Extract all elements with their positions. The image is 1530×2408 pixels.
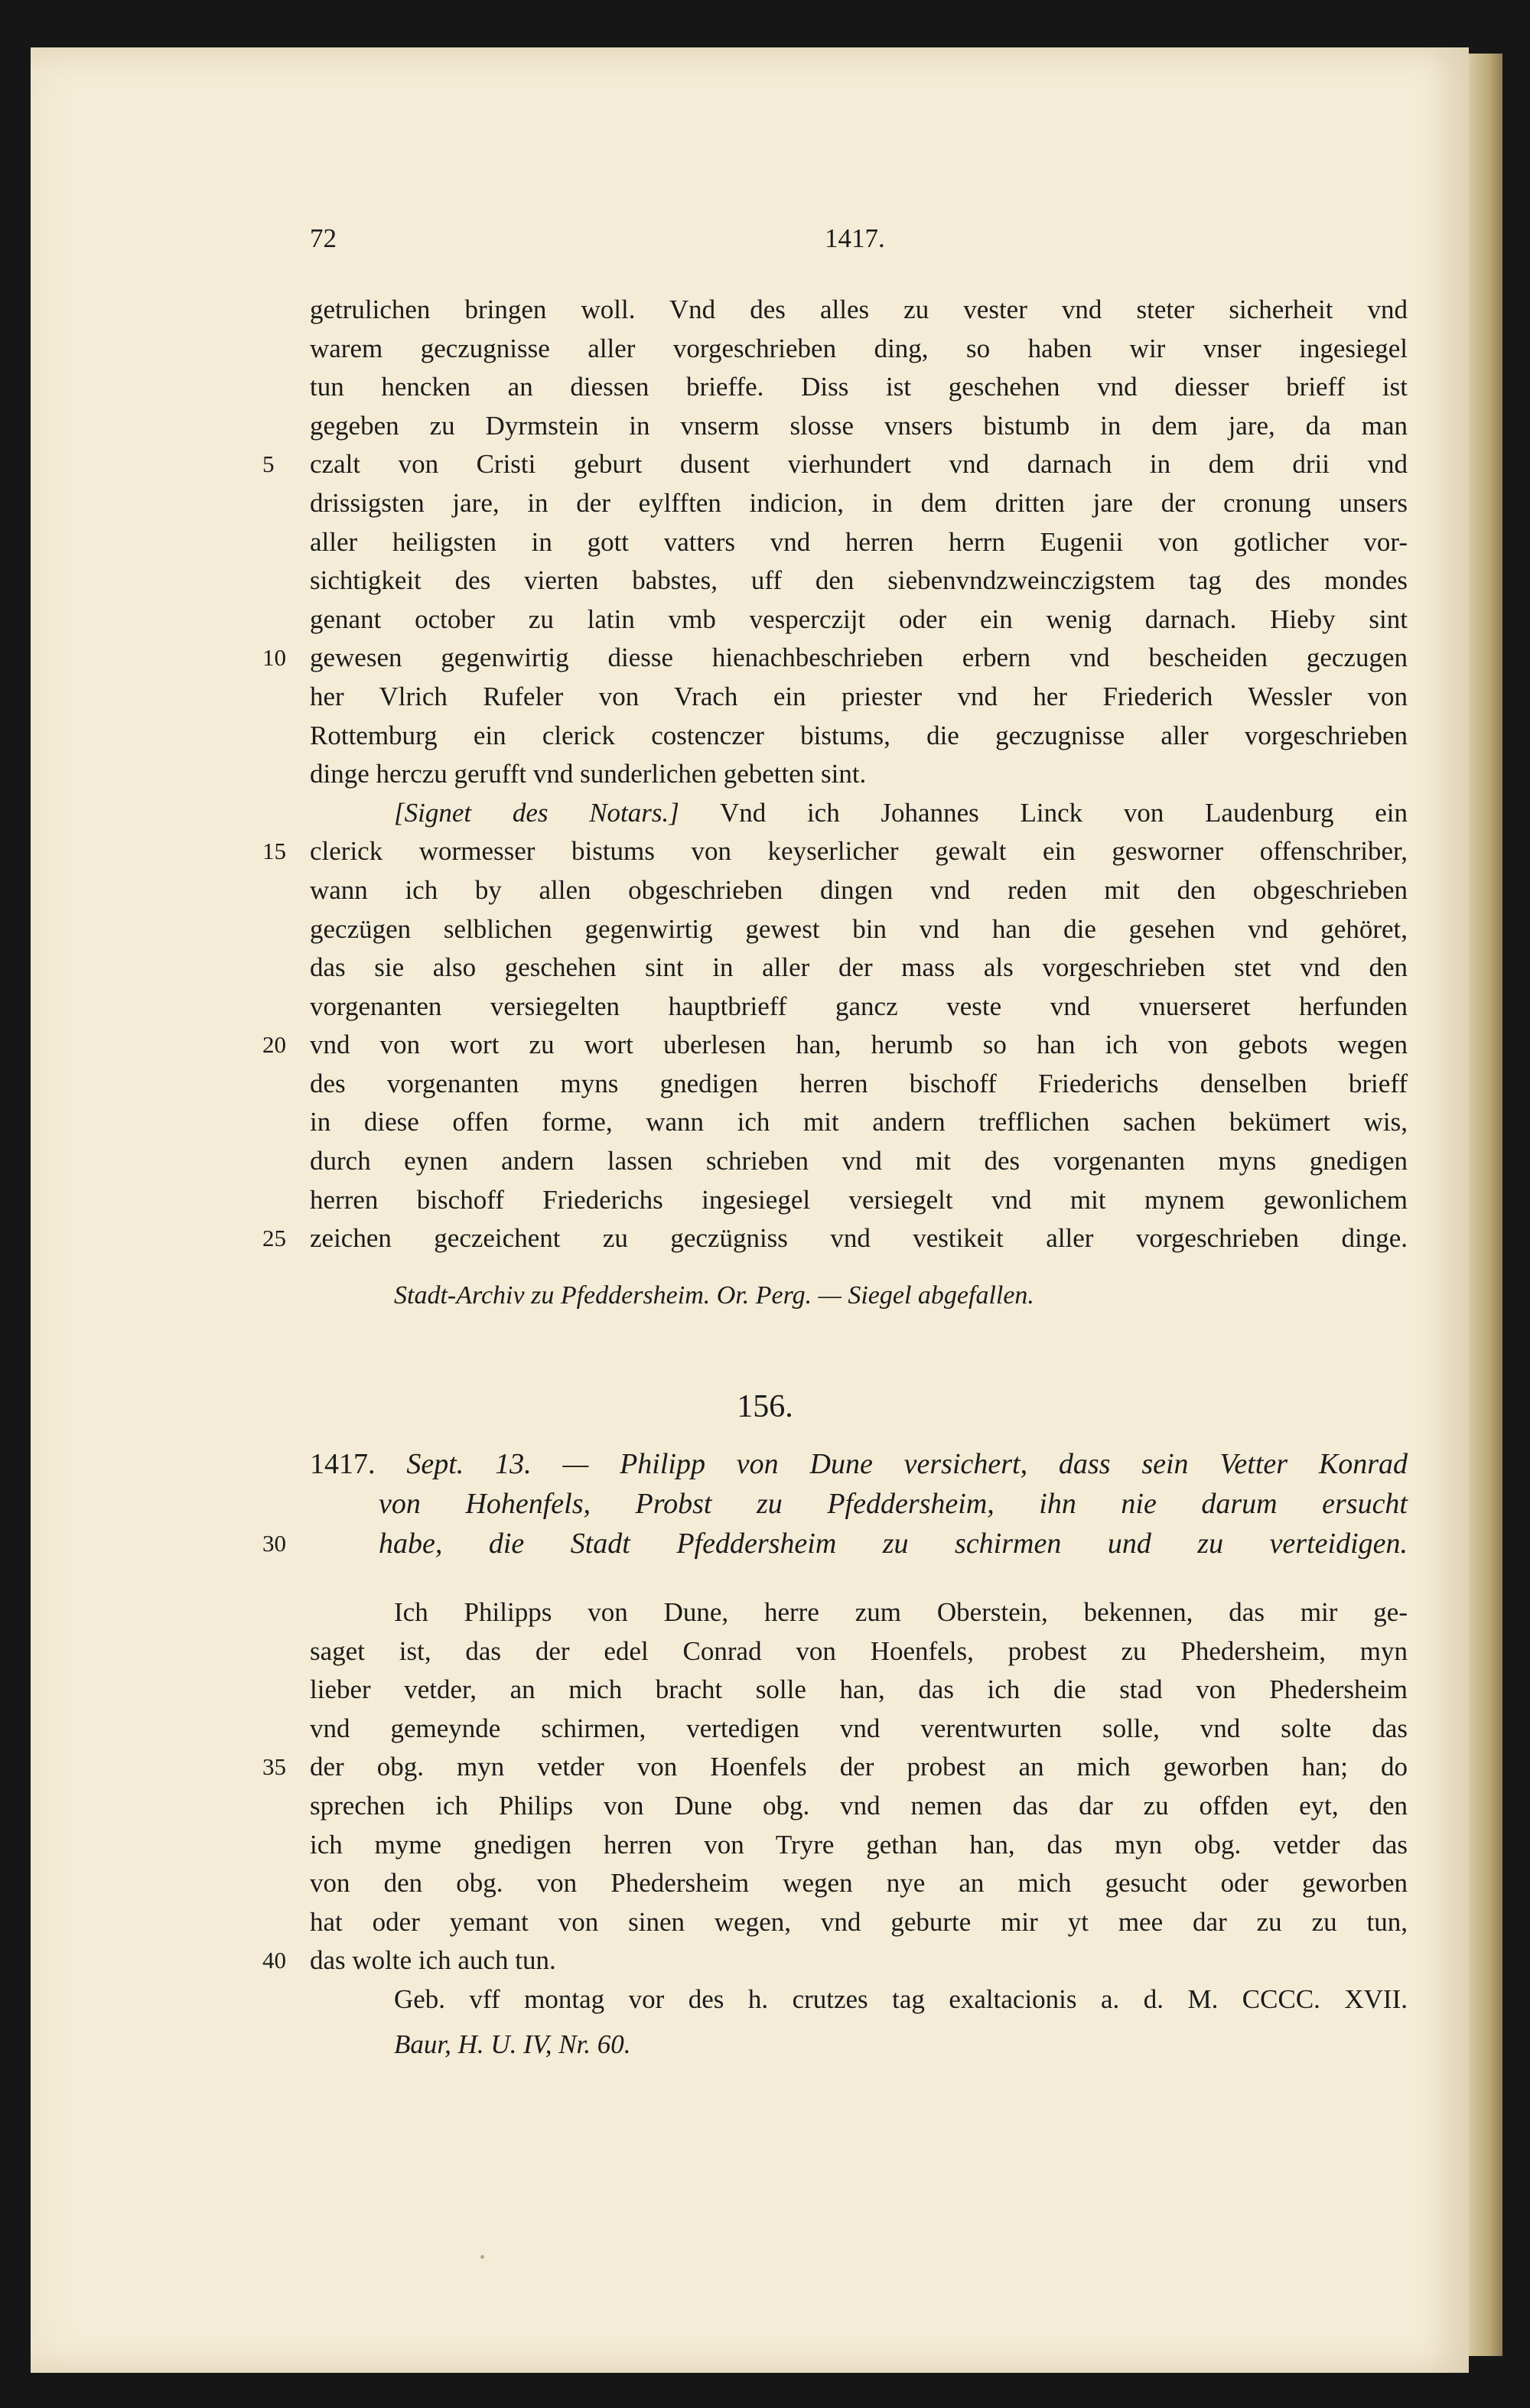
text-line: Ich Philipps von Dune, herre zum Oberstein, bekennen, das mir ge- bbox=[394, 1597, 1408, 1627]
text-line: 25 zeichen geczeichent zu geczügniss vnd vestikeit aller vorgeschrieben dinge. bbox=[310, 1219, 1408, 1258]
line-number: 15 bbox=[262, 838, 286, 865]
text-line: vorgenanten versiegelten hauptbrieff gancz veste vnd vnuerseret herfunden bbox=[310, 991, 1408, 1021]
text-line: tun hencken an diessen brieffe. Diss ist geschehen vnd diesser brieff ist bbox=[310, 372, 1408, 402]
text-line: sichtigkeit des vierten babstes, uff den siebenvndzweinczigstem tag des mondes bbox=[310, 565, 1408, 596]
line-number: 35 bbox=[262, 1753, 286, 1781]
text-line: warem geczugnisse aller vorgeschrieben ding, so haben wir vnser ingesiegel bbox=[310, 333, 1408, 363]
page-header bbox=[310, 223, 1411, 251]
doc155-text bbox=[262, 291, 1408, 1258]
regest-line: von Hohenfels, Probst zu Pfeddersheim, ihn nie darum ersucht bbox=[379, 1488, 1408, 1520]
text-line: vnd gemeynde schirmen, vertedigen vnd verentwurten solle, vnd solte das bbox=[310, 1713, 1408, 1743]
doc156-text bbox=[262, 1593, 1408, 2064]
text-line: von den obg. von Phedersheim wegen nye an mich gesucht oder geworben bbox=[310, 1868, 1408, 1899]
text-line: des vorgenanten myns gnedigen herren bischoff Friederichs denselben brieff bbox=[310, 1068, 1408, 1098]
text-line: 40 das wolte ich auch tun. bbox=[310, 1941, 1408, 1980]
text-line: saget ist, das der edel Conrad von Hoenfels, probest zu Phedersheim, myn bbox=[310, 1635, 1408, 1666]
text-line: ich myme gnedigen herren von Tryre gethan han, das myn obg. vetder das bbox=[310, 1829, 1408, 1860]
regest-day: Sept. 13. bbox=[406, 1448, 532, 1480]
text-line: sprechen ich Philips von Dune obg. vnd nemen das dar zu offden eyt, den bbox=[310, 1790, 1408, 1821]
doc155-source: Stadt-Archiv zu Pfeddersheim. Or. Perg. — Siegel abgefallen. bbox=[394, 1281, 1034, 1310]
text-line: Rottemburg ein clerick costenczer bistums, die geczugnisse aller vorgeschrieben bbox=[310, 720, 1408, 750]
line-number: 10 bbox=[262, 644, 286, 672]
line-number: 20 bbox=[262, 1031, 286, 1059]
text-line: geczügen selblichen gegenwirtig gewest bin vnd han die gesehen vnd gehöret, bbox=[310, 913, 1408, 944]
text-line: aller heiligsten in gott vatters vnd herren herrn Eugenii von gotlicher vor- bbox=[310, 526, 1408, 557]
line-number: 25 bbox=[262, 1225, 286, 1252]
text-line: drissigsten jare, in der eylfften indicion, in dem dritten jare der cronung unsers bbox=[310, 487, 1408, 518]
regest-line: 1417. Sept. 13. — Philipp von Dune versichert, dass sein Vetter Konrad bbox=[310, 1448, 1408, 1480]
text-line: dinge herczu gerufft vnd sunderlichen gebetten sint. bbox=[310, 759, 867, 789]
text-line: hat oder yemant von sinen wegen, vnd geburte mir yt mee dar zu zu tun, bbox=[310, 1906, 1408, 1937]
doc156-regest bbox=[262, 1444, 1408, 1564]
text-line: 20 vnd von wort zu wort uberlesen han, herumb so han ich von gebots wegen bbox=[310, 1026, 1408, 1065]
notary-first-line: [Signet des Notars.] Vnd ich Johannes Linck von Laudenburg ein bbox=[310, 794, 1408, 833]
signet-label: [Signet des Notars.] bbox=[394, 797, 679, 828]
page-number: 72 bbox=[310, 223, 337, 253]
doc156-source: Baur, H. U. IV, Nr. 60. bbox=[394, 2029, 631, 2059]
text-line: 10 gewesen gegenwirtig diesse hienachbeschrieben erbern vnd bescheiden geczugen bbox=[310, 639, 1408, 678]
text-line: gegeben zu Dyrmstein in vnserm slosse vnsers bistumb in dem jare, da man bbox=[310, 410, 1408, 441]
regest-date: 1417. bbox=[310, 1448, 376, 1480]
text-line: 35 der obg. myn vetder von Hoenfels der probest an mich geworben han; do bbox=[310, 1748, 1408, 1787]
text-line: in diese offen forme, wann ich mit andern trefflichen sachen bekümert wis, bbox=[310, 1107, 1408, 1137]
line-number: 5 bbox=[262, 451, 275, 478]
text-line: getrulichen bringen woll. Vnd des alles zu vester vnd steter sicherheit vnd bbox=[310, 294, 1408, 324]
running-year: 1417. bbox=[825, 223, 885, 253]
doc-number: 156. bbox=[737, 1389, 793, 1424]
text-line: lieber vetder, an mich bracht solle han, das ich die stad von Phedersheim bbox=[310, 1674, 1408, 1705]
text-line: genant october zu latin vmb vesperczijt oder ein wenig darnach. Hieby sint bbox=[310, 604, 1408, 634]
text-line: das sie also geschehen sint in aller der mass als vorgeschrieben stet vnd den bbox=[310, 952, 1408, 983]
text-line: wann ich by allen obgeschrieben dingen vnd reden mit den obgeschrieben bbox=[310, 874, 1408, 905]
dating-line: Geb. vff montag vor des h. crutzes tag exaltacionis a. d. M. CCCC. XVII. bbox=[394, 1983, 1408, 2014]
regest-line: 30 habe, die Stadt Pfeddersheim zu schirmen und zu verteidigen. bbox=[310, 1524, 1408, 1564]
text-line: durch eynen andern lassen schrieben vnd mit des vorgenanten myns gnedigen bbox=[310, 1146, 1408, 1176]
line-number: 40 bbox=[262, 1947, 286, 1974]
paper-speck bbox=[480, 2255, 484, 2259]
text-line: her Vlrich Rufeler von Vrach ein priester vnd her Friederich Wessler von bbox=[310, 681, 1408, 711]
line-number: 30 bbox=[262, 1530, 286, 1557]
text-line: 15 clerick wormesser bistums von keyserlicher gewalt ein gesworner offenschriber, bbox=[310, 832, 1408, 871]
page-edge bbox=[1469, 54, 1502, 2356]
text-line: 5 czalt von Cristi geburt dusent vierhundert vnd darnach in dem drii vnd bbox=[310, 445, 1408, 484]
text-line: herren bischoff Friederichs ingesiegel versiegelt vnd mit mynem gewonlichem bbox=[310, 1184, 1408, 1215]
